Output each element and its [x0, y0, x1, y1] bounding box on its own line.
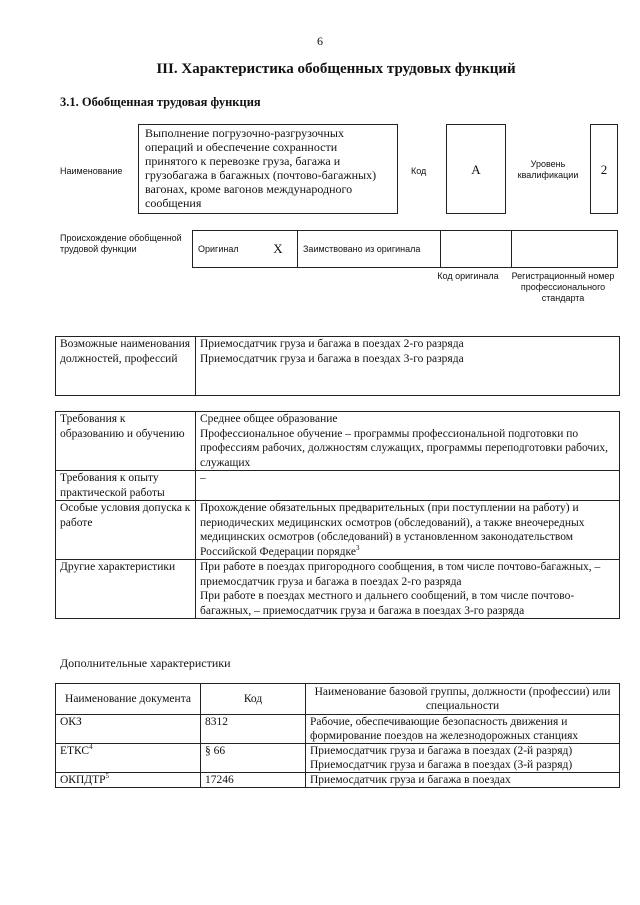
experience-label: Требования к опыту практической работы — [56, 471, 196, 501]
admission-label: Особые условия допуска к работе — [56, 501, 196, 560]
code-cell: 8312 — [201, 715, 306, 744]
header-names: Наименование базовой группы, должности (профессии) или специальности — [306, 684, 620, 715]
table-row — [56, 715, 620, 744]
registration-caption: Регистрационный номер профессионального стандарта — [511, 271, 615, 303]
footnote-3: 3 — [355, 543, 360, 552]
origin-label: Происхождение обобщенной трудовой функции — [60, 233, 182, 254]
other-label: Другие характеристики — [56, 560, 196, 619]
original-code-cell — [441, 231, 512, 268]
doc-name: ОКПДТР — [60, 774, 106, 786]
other-line: При работе в поездах местного и дальнего сообщений, в том числе почтово-багажных, – приемосдатчик груза и багажа в поездах 3-го разряда — [200, 590, 575, 617]
name-line: Приемосдатчик груза и багажа в поездах (3-й разряд) — [310, 759, 573, 771]
footnote-4: 4 — [89, 743, 93, 752]
education-values — [196, 412, 620, 471]
function-code-box: А — [446, 124, 506, 214]
education-line: Профессиональное обучение – программы профессиональной подготовки по профессиям рабочих, должностям служащих, программы переподготовки рабочих, служащих — [200, 427, 608, 469]
experience-value: – — [196, 471, 620, 501]
positions-label: Возможные наименования должностей, профессий — [56, 337, 196, 396]
footnote-5: 5 — [105, 772, 110, 781]
origin-table — [192, 230, 618, 268]
position-item: Приемосдатчик груза и багажа в поездах 3-го разряда — [200, 352, 464, 365]
name-label: Наименование — [60, 166, 123, 176]
level-label: Уровень квалификации — [517, 159, 579, 180]
doc-cell: ОКЗ — [56, 715, 201, 744]
table-row — [56, 773, 620, 788]
doc-name: ЕТКС — [60, 745, 90, 757]
names-cell: Рабочие, обеспечивающие безопасность движения и формирование поездов на железнодорожных станциях — [306, 715, 620, 744]
requirements-table — [55, 411, 620, 619]
position-item: Приемосдатчик груза и багажа в поездах 2-го разряда — [200, 338, 464, 350]
admission-value — [196, 501, 620, 560]
doc-cell — [56, 773, 201, 788]
additional-title: Дополнительные характеристики — [60, 656, 231, 670]
admission-text: Прохождение обязательных предварительных (при поступлении на работу) и периодических медицинских осмотров (обследований), а также внеочередных медицинских осмотров (обследований) в установленном законодательством Российской Федерации порядке — [200, 502, 585, 558]
original-label: Оригинал — [193, 231, 260, 268]
code-cell: § 66 — [201, 744, 306, 773]
code-original-caption: Код оригинала — [437, 271, 499, 281]
code-label: Код — [411, 166, 427, 176]
subsection-title: 3.1. Обобщенная трудовая функция — [60, 95, 261, 109]
positions-table — [55, 336, 620, 396]
header-document: Наименование документа — [56, 684, 201, 715]
doc-cell — [56, 744, 201, 773]
names-cell — [306, 744, 620, 773]
registration-number-cell — [512, 231, 618, 268]
borrowed-label: Заимствовано из оригинала — [298, 231, 441, 268]
page-number: 6 — [317, 34, 323, 48]
name-line: Приемосдатчик груза и багажа в поездах (2-й разряд) — [310, 745, 573, 757]
header-code: Код — [201, 684, 306, 715]
function-name-box: Выполнение погрузочно-разгрузочных операций и обеспечение сохранности принятого к перевозке груза, багажа и грузобагажа в багажных (почтово-багажных) вагонах, кроме вагонов международного сообщения — [138, 124, 398, 214]
additional-table — [55, 683, 620, 788]
education-line: Среднее общее образование — [200, 413, 338, 425]
names-cell: Приемосдатчик груза и багажа в поездах — [306, 773, 620, 788]
original-mark: Х — [259, 231, 298, 268]
table-row — [56, 744, 620, 773]
other-line: При работе в поездах пригородного сообщения, в том числе почтово-багажных, – приемосдатчик груза и багажа в поездах 2-го разряда — [200, 561, 601, 588]
other-values — [196, 560, 620, 619]
education-label: Требования к образованию и обучению — [56, 412, 196, 471]
positions-values — [196, 337, 620, 396]
code-cell: 17246 — [201, 773, 306, 788]
section-title: III. Характеристика обобщенных трудовых функций — [156, 61, 516, 77]
level-box: 2 — [590, 124, 618, 214]
